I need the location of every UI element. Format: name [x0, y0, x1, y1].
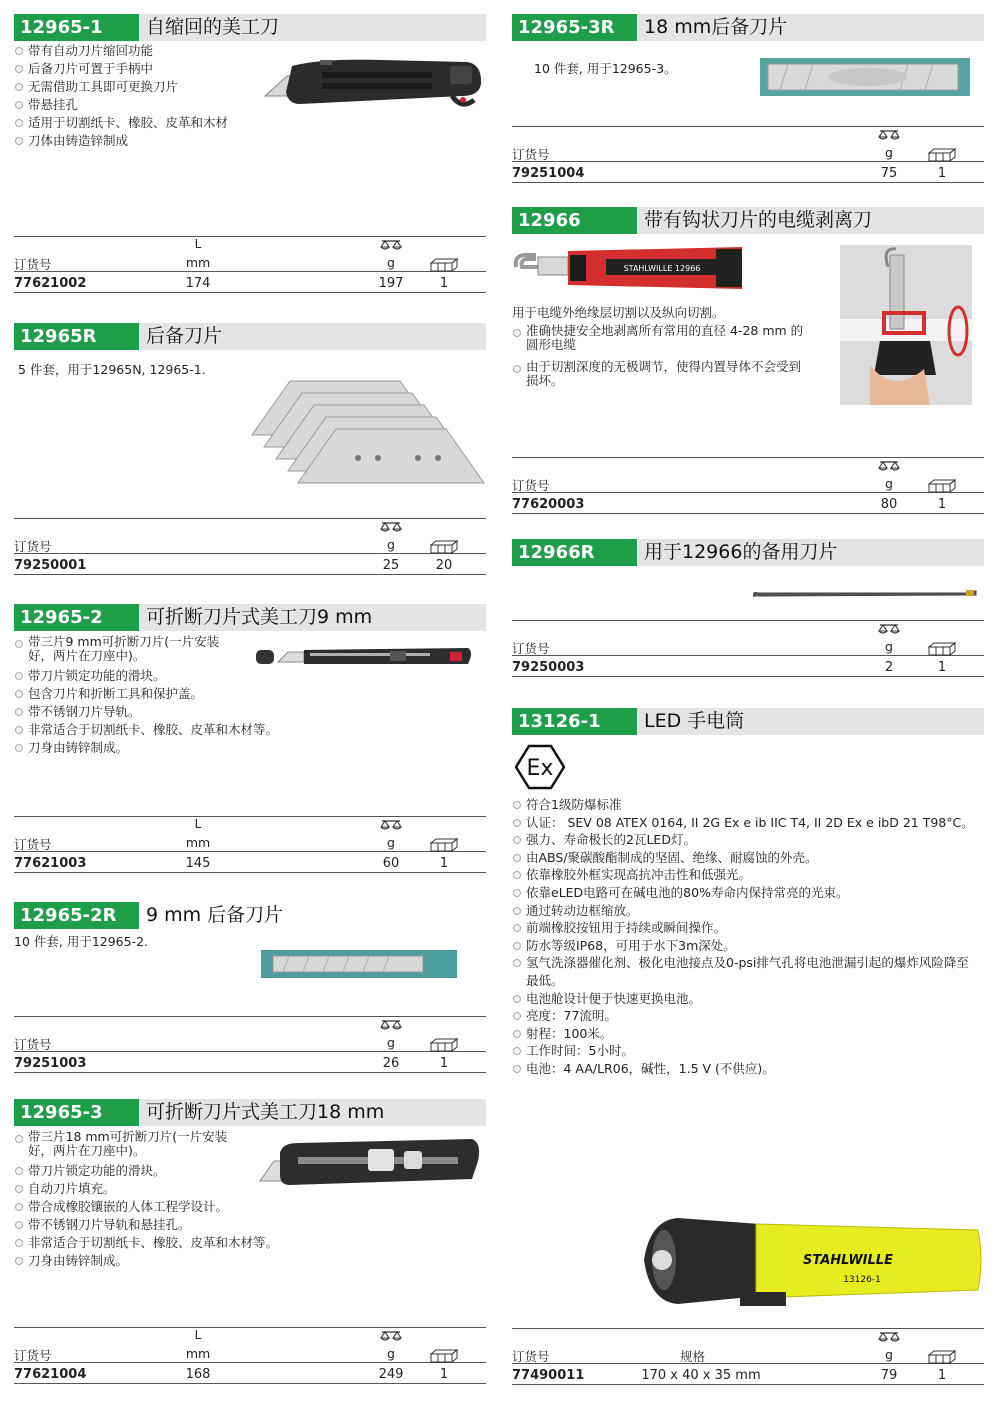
feature-item: 由ABS/聚碳酸酯制成的坚固、绝缘、耐腐蚀的外壳。: [512, 849, 978, 867]
order-no-header: 订货号: [14, 539, 52, 554]
weight-scale-icon: [380, 522, 402, 534]
feature-item: 依靠eLED电路可在碱电池的80%寿命内保持常亮的光束。: [512, 884, 978, 902]
length-value: 174: [185, 276, 211, 291]
section-12966R: [512, 539, 984, 687]
feature-item: 带有自动刀片缩回功能: [14, 42, 274, 60]
section-12965-3: [14, 1099, 486, 1394]
section-header: [14, 323, 486, 350]
spec-value: 170 x 40 x 35 mm: [641, 1368, 761, 1383]
pack-box-icon: [928, 148, 956, 162]
weight-value: 2: [884, 660, 894, 675]
order-no-header: 订货号: [14, 257, 52, 272]
order-number: 77621002: [14, 276, 87, 291]
feature-item: 刀身由铸锌制成。: [14, 1252, 304, 1270]
product-code: 12965-1: [14, 14, 139, 41]
weight-scale-icon: [878, 1332, 900, 1344]
weight-scale-icon: [380, 820, 402, 832]
weight-header: g: [387, 537, 395, 552]
led-flashlight-image: [640, 1210, 984, 1316]
section-12966: [512, 207, 984, 517]
weight-value: 197: [378, 276, 404, 291]
feature-item: 带三片18 mm可折断刀片(一片安装好，两片在刀座中)。: [14, 1130, 243, 1158]
weight-scale-icon: [380, 1020, 402, 1032]
feature-item: 带刀片锁定功能的滑块。: [14, 1162, 304, 1180]
length-header: L: [194, 237, 202, 251]
pack-box-icon: [430, 540, 458, 554]
product-code: 13126-1: [512, 708, 637, 735]
weight-scale-icon: [380, 240, 402, 252]
section-header: [512, 207, 984, 234]
pack-value: 1: [439, 1056, 449, 1071]
snap-off-knife-18mm-image: [258, 1135, 484, 1191]
feature-item: 亮度：77流明。: [512, 1007, 978, 1025]
product-note: 10 件套, 用于12965-3。: [534, 61, 677, 76]
product-code: 12966R: [512, 539, 637, 566]
order-table: [14, 236, 486, 293]
order-table: [14, 1016, 486, 1073]
order-table: [512, 126, 984, 183]
pack-box-icon: [928, 642, 956, 656]
pack-box-icon: [928, 1350, 956, 1364]
feature-list: [14, 42, 274, 150]
product-note: 5 件套，用于12965N, 12965-1.: [18, 362, 206, 377]
order-number: 79251003: [14, 1056, 87, 1071]
feature-list: [512, 324, 812, 388]
product-title: 9 mm 后备刀片: [146, 904, 284, 926]
weight-value: 25: [382, 558, 400, 573]
order-no-header: 订货号: [512, 641, 550, 656]
section-header: [14, 14, 486, 41]
weight-header: g: [885, 639, 893, 654]
product-code: 12965-3: [14, 1099, 139, 1126]
order-number: 79250001: [14, 558, 87, 573]
pack-value: 1: [439, 856, 449, 871]
pack-box-icon: [928, 479, 956, 493]
section-12965-2: [14, 604, 486, 884]
blade-pack-18mm-image: [758, 56, 972, 98]
product-title: 后备刀片: [146, 325, 223, 347]
weight-scale-icon: [878, 461, 900, 473]
weight-value: 26: [382, 1056, 400, 1071]
product-title: 可折断刀片式美工刀18 mm: [146, 1101, 385, 1123]
pack-box-icon: [430, 838, 458, 852]
product-title: 18 mm后备刀片: [644, 16, 788, 38]
pack-value: 1: [937, 166, 947, 181]
order-table: [14, 816, 486, 873]
flashlight-brand-label: STAHLWILLE: [803, 1253, 893, 1268]
feature-item: 强力、寿命极长的2瓦LED灯。: [512, 831, 978, 849]
feature-item: 包含刀片和折断工具和保护盖。: [14, 685, 304, 703]
feature-item: 电池舱设计便于快速更换电池。: [512, 990, 978, 1008]
cable-stripper-in-use-image: [840, 245, 972, 405]
weight-header: g: [387, 255, 395, 270]
pack-value: 1: [937, 660, 947, 675]
order-number: 79251004: [512, 166, 585, 181]
order-table: [14, 518, 486, 575]
length-value: 145: [185, 856, 211, 871]
feature-item: 由于切割深度的无极调节，使得内置导体不会受到损坏。: [512, 360, 812, 388]
blade-pack-9mm-image: [259, 946, 459, 982]
weight-value: 80: [880, 497, 898, 512]
length-header: L: [194, 1328, 202, 1342]
product-title: 用于12966的备用刀片: [644, 541, 838, 563]
feature-list: [512, 796, 978, 1078]
section-header: [14, 604, 486, 631]
spare-blades-image: [250, 375, 486, 487]
intro-text: 用于电缆外绝缘层切割以及纵向切割。: [512, 305, 725, 320]
weight-value: 79: [880, 1368, 898, 1383]
pack-value: 20: [435, 558, 453, 573]
utility-knife-image: [262, 52, 486, 127]
weight-scale-icon: [878, 130, 900, 142]
pack-value: 1: [439, 1367, 449, 1382]
feature-item: 无需借助工具即可更换刀片: [14, 78, 274, 96]
feature-item: 符合1级防爆标准: [512, 796, 978, 814]
length-value: 168: [185, 1367, 211, 1382]
pack-value: 1: [937, 1368, 947, 1383]
product-title: 自缩回的美工刀: [146, 16, 280, 38]
product-title: LED 手电筒: [644, 710, 745, 732]
pack-box-icon: [430, 1349, 458, 1363]
feature-item: 通过转动边框缩放。: [512, 902, 978, 920]
spare-hook-blade-image: [750, 587, 980, 601]
order-no-header: 订货号: [512, 147, 550, 162]
order-number: 77490011: [512, 1368, 585, 1383]
flashlight-model-label: 13126-1: [843, 1275, 881, 1285]
order-no-header: 订货号: [14, 1348, 52, 1363]
feature-item: 准确快捷安全地剥离所有常用的直径 4-28 mm 的圆形电缆: [512, 324, 812, 352]
feature-item: 刀身由铸锌制成。: [14, 739, 304, 757]
feature-item: 带合成橡胶镶嵌的人体工程学设计。: [14, 1198, 304, 1216]
spec-header: 规格: [680, 1349, 706, 1364]
order-no-header: 订货号: [14, 837, 52, 852]
feature-item: 氢气洗涤器催化剂、极化电池接点及0-psi排气孔将电池泄漏引起的爆炸风险降至最低。: [512, 954, 978, 989]
cable-stripper-image: [512, 245, 746, 299]
pack-box-icon: [430, 1038, 458, 1052]
section-12965-1: [14, 14, 486, 304]
snap-off-knife-9mm-image: [254, 644, 476, 670]
pack-box-icon: [430, 258, 458, 272]
feature-item: 带不锈钢刀片导轨和悬挂孔。: [14, 1216, 304, 1234]
weight-header: g: [885, 145, 893, 160]
mm-header: mm: [185, 1346, 211, 1361]
section-12965-3R: [512, 14, 984, 186]
feature-item: 后备刀片可置于手柄中: [14, 60, 274, 78]
pack-value: 1: [937, 497, 947, 512]
feature-item: 刀体由铸造锌制成: [14, 132, 274, 150]
order-number: 77620003: [512, 497, 585, 512]
order-no-header: 订货号: [512, 1349, 550, 1364]
order-number: 77621003: [14, 856, 87, 871]
section-header: [512, 14, 984, 41]
weight-scale-icon: [380, 1331, 402, 1343]
length-header: L: [194, 817, 202, 831]
product-title: 带有钩状刀片的电缆剥离刀: [644, 209, 873, 231]
pack-value: 1: [439, 276, 449, 291]
section-12965-2R: [14, 902, 486, 1082]
feature-item: 自动刀片填充。: [14, 1180, 304, 1198]
feature-item: 认证： SEV 08 ATEX 0164, II 2G Ex e ib IIC T4, II 2D Ex e ibD 21 T98°C。: [512, 814, 978, 832]
product-code: 12965-3R: [512, 14, 637, 41]
mm-header: mm: [185, 835, 211, 850]
weight-value: 249: [378, 1367, 404, 1382]
order-no-header: 订货号: [512, 478, 550, 493]
ex-symbol-text: Ex: [526, 756, 554, 781]
weight-header: g: [885, 1347, 893, 1362]
feature-item: 依靠橡胶外框实现高抗冲击性和低强光。: [512, 866, 978, 884]
feature-item: 带刀片锁定功能的滑块。: [14, 667, 304, 685]
section-header: [512, 539, 984, 566]
product-code: 12965R: [14, 323, 139, 350]
product-note: 10 件套, 用于12965-2.: [14, 934, 149, 949]
feature-item: 适用于切割纸卡、橡胶、皮革和木材: [14, 114, 274, 132]
weight-scale-icon: [878, 624, 900, 636]
section-header: [14, 902, 486, 929]
feature-item: 带三片9 mm可折断刀片(一片安装好，两片在刀座中)。: [14, 635, 243, 663]
weight-header: g: [387, 835, 395, 850]
section-header: [512, 708, 984, 735]
weight-value: 60: [382, 856, 400, 871]
order-table: [512, 1328, 984, 1385]
section-13126-1: [512, 708, 984, 1394]
section-header: [14, 1099, 486, 1126]
feature-item: 工作时间：5小时。: [512, 1042, 978, 1060]
feature-item: 非常适合于切割纸卡、橡胶、皮革和木材等。: [14, 721, 304, 739]
feature-item: 带不锈钢刀片导轨。: [14, 703, 304, 721]
order-table: [512, 457, 984, 514]
feature-item: 射程：100米。: [512, 1025, 978, 1043]
weight-header: g: [885, 476, 893, 491]
order-number: 79250003: [512, 660, 585, 675]
product-code: 12966: [512, 207, 637, 234]
order-no-header: 订货号: [14, 1037, 52, 1052]
mm-header: mm: [185, 255, 211, 270]
order-table: [14, 1327, 486, 1384]
product-code: 12965-2: [14, 604, 139, 631]
order-number: 77621004: [14, 1367, 87, 1382]
product-code: 12965-2R: [14, 902, 139, 929]
feature-item: 防水等级IP68，可用于水下3m深处。: [512, 937, 978, 955]
section-12965R: [14, 323, 486, 585]
product-title: 可折断刀片式美工刀9 mm: [146, 606, 373, 628]
ex-explosion-proof-icon: [514, 744, 566, 790]
feature-item: 电池：4 AA/LR06，碱性，1.5 V (不供应)。: [512, 1060, 978, 1078]
weight-header: g: [387, 1035, 395, 1050]
feature-item: 非常适合于切割纸卡、橡胶、皮革和木材等。: [14, 1234, 304, 1252]
stripper-brand-label: STAHLWILLE 12966: [623, 264, 701, 273]
feature-item: 带悬挂孔: [14, 96, 274, 114]
weight-value: 75: [880, 166, 898, 181]
weight-header: g: [387, 1346, 395, 1361]
order-table: [512, 620, 984, 677]
feature-item: 前端橡胶按钮用于持续或瞬间操作。: [512, 919, 978, 937]
